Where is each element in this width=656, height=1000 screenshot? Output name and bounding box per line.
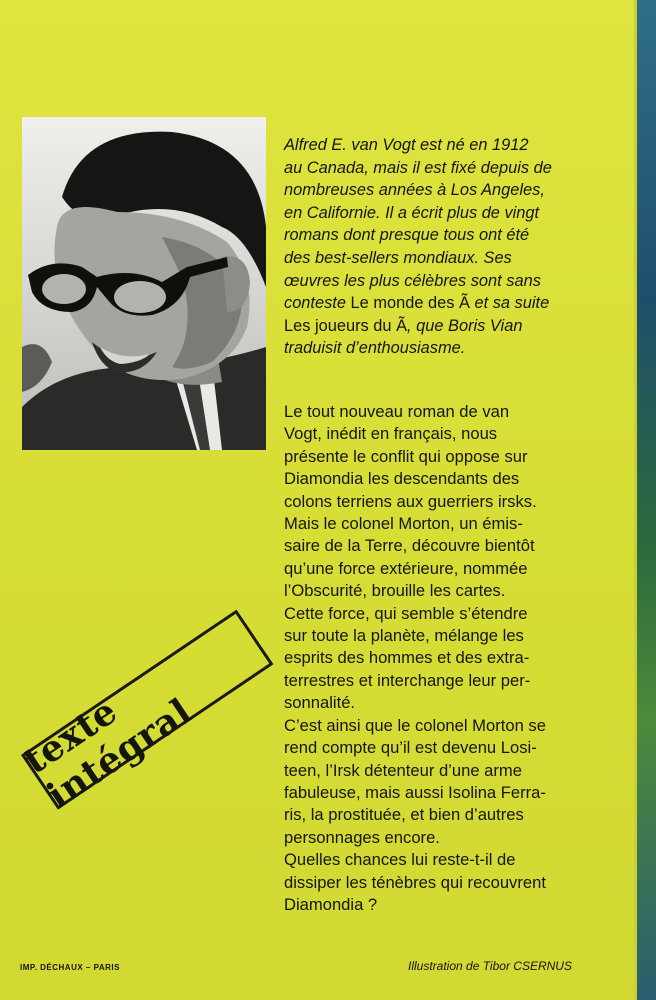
author-bio xyxy=(284,134,610,360)
bio-end: , que Boris Vian traduisit d’enthousiasme. xyxy=(284,316,523,358)
blurb-paragraph-3: C’est ainsi que le colonel Morton se rend compte qu’il est devenu Losi- teen, l’Irsk détenteur d’une arme fabuleuse, mais aussi Isolina Ferra- ris, la prostituée, et bien d’autres personnages encore. xyxy=(284,715,546,847)
author-photo xyxy=(22,117,266,450)
blurb-paragraph-4: Quelles chances lui reste-t-il de dissiper les ténèbres qui recouvrent Diamondia ? xyxy=(284,850,546,914)
illustration-credit: Illustration de Tibor CSERNUS xyxy=(408,959,572,973)
bio-mid: et sa suite xyxy=(474,294,550,313)
blurb-paragraph-2: Cette force, qui semble s’étendre sur toute la planète, mélange les esprits des hommes et des extra- terrestres et interchange leur per- sonnalité. xyxy=(284,603,531,713)
bio-title-1: Le monde des Ã xyxy=(350,294,470,313)
spine-illustration xyxy=(634,0,656,1000)
stamp-label: texte intégral xyxy=(15,689,200,818)
blurb-paragraph-1: Le tout nouveau roman de van Vogt, inédit en français, nous présente le conflit qui oppose sur Diamondia les descendants des colons terriens aux guerriers irsks. Mais le colonel Morton, un émis- saire de la Terre, découvre bientôt qu’une force extérieure, nommée l’Obscurité, brouille les cartes. xyxy=(284,402,537,601)
bio-title-2: Les joueurs du Ã xyxy=(284,316,408,335)
bio-text: Alfred E. van Vogt est né en 1912 au Canada, mais il est fixé depuis de nombreuses années à Los Angeles, en Californie. Il a écrit plus de vingt romans dont presque tous ont été des best-sellers mondiaux. Ses œuvres les plus célèbres sont sans conteste xyxy=(284,136,552,313)
printer-imprint: IMP. DÉCHAUX – PARIS xyxy=(20,963,120,972)
book-blurb xyxy=(284,401,621,916)
